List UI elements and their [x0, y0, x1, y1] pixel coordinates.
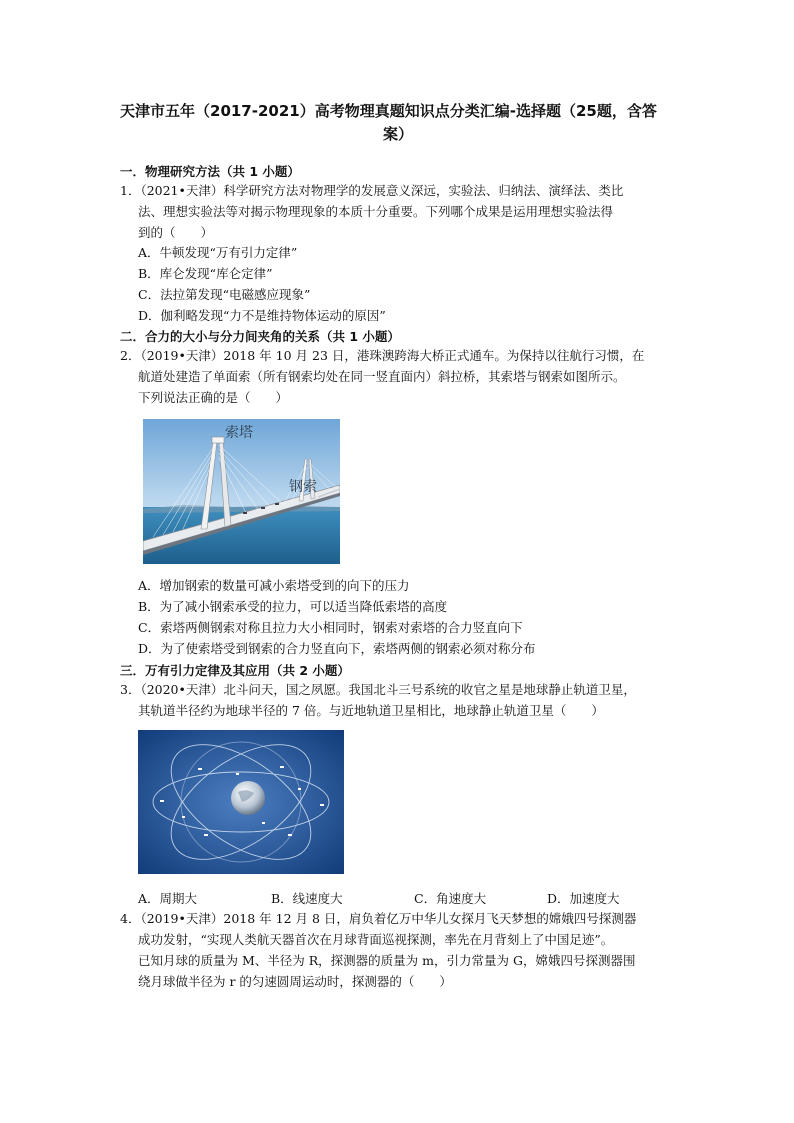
question-3-option-a: A．周期大 — [138, 891, 198, 906]
question-4-line: 4．（2019•天津）2018 年 12 月 8 日，肩负着亿万中华儿女探月飞天梦想的嫦娥四号探测器 — [120, 911, 637, 926]
title-line-2: 案） — [382, 125, 413, 143]
question-4-line: 绕月球做半径为 r 的匀速圆周运动时，探测器的（ ） — [138, 974, 452, 989]
question-2-line: 下列说法正确的是（ ） — [138, 390, 289, 405]
satellite-orbit-image — [138, 730, 344, 874]
question-2 — [120, 345, 680, 408]
question-2-option-d: D．为了使索塔受到钢索的合力竖直向下，索塔两侧的钢索必须对称分布 — [138, 641, 536, 656]
question-3-line: 3．（2020•天津）北斗问天，国之夙愿。我国北斗三号系统的收官之星是地球静止轨道卫星， — [120, 682, 636, 697]
question-3 — [120, 679, 680, 721]
question-1-line: 法、理想实验法等对揭示物理现象的本质十分重要。下列哪个成果是运用理想实验法得 — [138, 204, 614, 219]
question-1-line: 1．（2021•天津）科学研究方法对物理学的发展意义深远，实验法、归纳法、演绎法、类比 — [120, 183, 624, 198]
section-heading-3: 三．万有引力定律及其应用（共 2 小题） — [120, 663, 350, 678]
question-1-option-a: A．牛顿发现“万有引力定律” — [138, 245, 298, 260]
question-2-option-c: C．索塔两侧钢索对称且拉力大小相同时，钢索对索塔的合力竖直向下 — [138, 620, 523, 635]
question-1-option-b: B．库仑发现“库仑定律” — [138, 266, 273, 281]
question-1-option-d: D．伽利略发现“力不是维持物体运动的原因” — [138, 308, 386, 323]
figure-label-cable: 钢索 — [289, 479, 317, 495]
question-2-option-b: B．为了减小钢索承受的拉力，可以适当降低索塔的高度 — [138, 599, 448, 614]
figure-label-tower: 索塔 — [225, 425, 253, 441]
question-3-line: 其轨道半径约为地球半径的 7 倍。与近地轨道卫星相比，地球静止轨道卫星（ ） — [138, 703, 604, 718]
document-title — [120, 100, 676, 146]
title-line-1: 天津市五年（2017-2021）高考物理真题知识点分类汇编-选择题（25题，含答 — [120, 102, 657, 120]
question-2-line: 2．（2019•天津）2018 年 10 月 23 日，港珠澳跨海大桥正式通车。为保持以往航行习惯，在 — [120, 348, 645, 363]
section-heading-2: 二．合力的大小与分力间夹角的关系（共 1 小题） — [120, 329, 400, 344]
question-2-option-a: A．增加钢索的数量可减小索塔受到的向下的压力 — [138, 578, 410, 593]
question-3-option-b: B．线速度大 — [271, 891, 343, 906]
question-3-option-d: D．加速度大 — [547, 891, 620, 906]
question-4 — [120, 908, 680, 992]
satellite-orbit-figure — [138, 730, 344, 874]
question-3-option-c: C．角速度大 — [414, 891, 487, 906]
question-1 — [120, 180, 680, 243]
bridge-figure — [143, 419, 340, 564]
question-1-option-c: C．法拉第发现“电磁感应现象” — [138, 287, 311, 302]
question-4-line: 成功发射，“实现人类航天器首次在月球背面巡视探测，率先在月背刻上了中国足迹”。 — [138, 932, 614, 947]
question-2-line: 航道处建造了单面索（所有钢索均处在同一竖直面内）斜拉桥，其索塔与钢索如图所示。 — [138, 369, 626, 384]
question-4-line: 已知月球的质量为 M、半径为 R，探测器的质量为 m，引力常量为 G，嫦娥四号探测器围 — [138, 953, 636, 968]
question-3-options — [138, 889, 658, 907]
question-1-line: 到的（ ） — [138, 225, 214, 240]
section-heading-1: 一．物理研究方法（共 1 小题） — [120, 164, 300, 179]
bridge-image — [143, 419, 340, 564]
